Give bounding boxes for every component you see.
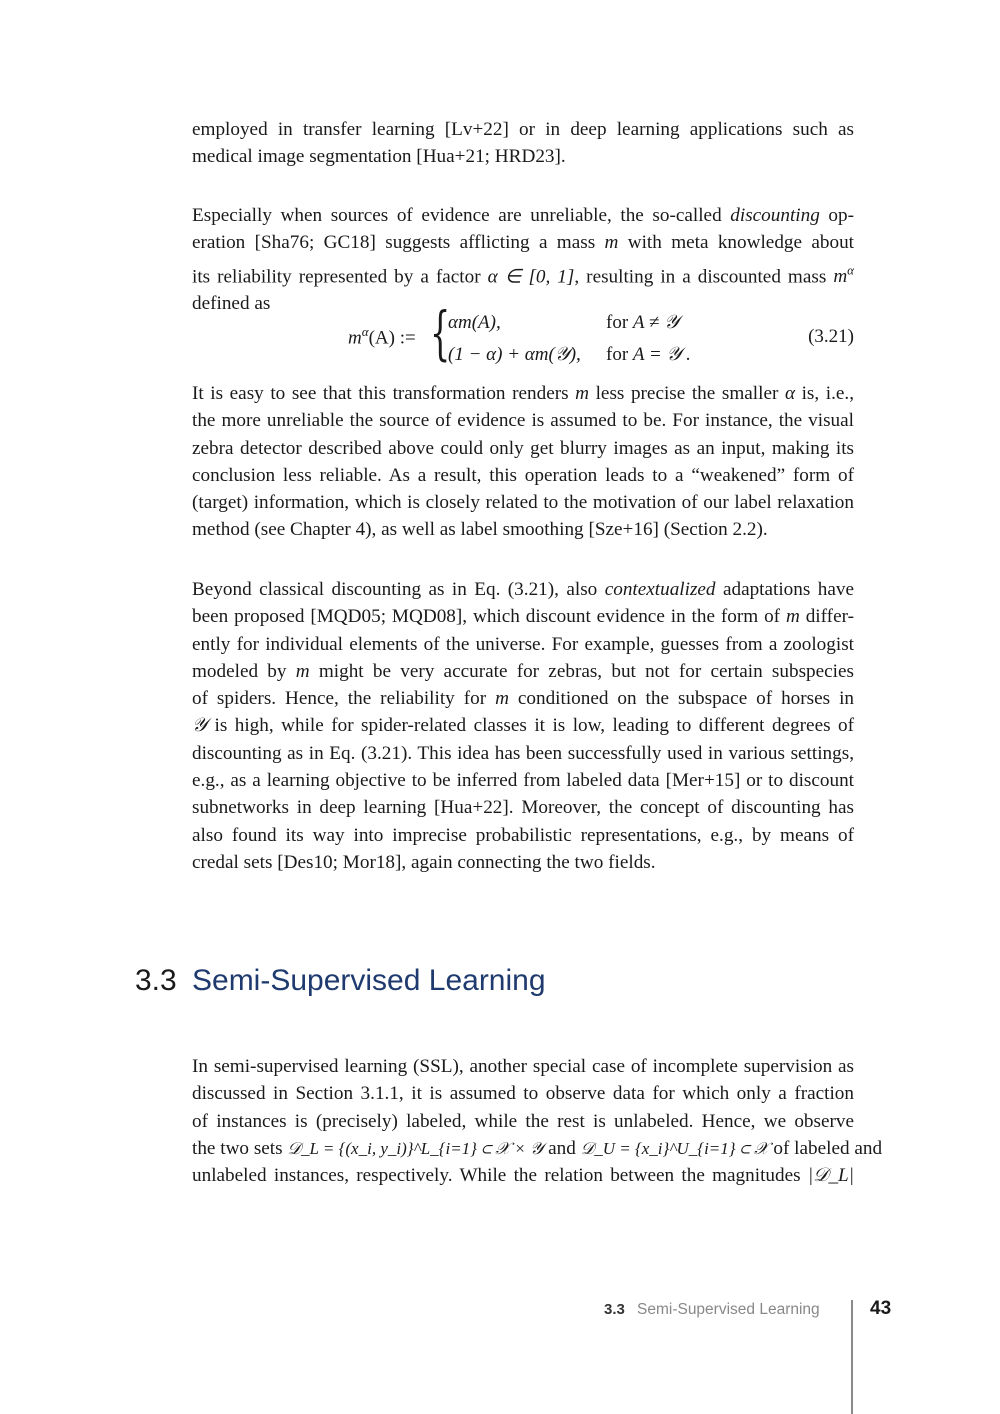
math-alpha-range: α ∈ [0, 1] — [487, 265, 575, 287]
text-line: zebra detector described above could only get blurry images as an input, making its — [192, 437, 854, 459]
text-line: unlabeled instances, respectively. While the relation between the magnitudes |𝒟_L| — [192, 1165, 854, 1187]
text-line: medical image segmentation [Hua+21; HRD23]. — [192, 146, 566, 168]
paragraph-discounting — [192, 202, 854, 318]
equation-case-2: (1 − α) + αm(𝒴), — [448, 344, 581, 365]
text-line: also found its way into imprecise probabilistic representations, e.g., by means of — [192, 824, 854, 846]
footer-section-number: 3.3 — [604, 1301, 625, 1318]
math-m-alpha: $m^\alpha$ — [833, 262, 854, 287]
text-line: its reliability represented by a factor α ∈ [0, 1], resulting in a discounted mass $m^\alpha$ — [192, 262, 854, 287]
section-heading — [135, 962, 546, 1000]
page-footer — [0, 1298, 1000, 1328]
math-m: m — [604, 232, 619, 254]
text-line: defined as — [192, 293, 271, 315]
footer-section-title: Semi-Supervised Learning — [637, 1301, 820, 1318]
paragraph-transfer-learning — [192, 116, 854, 171]
text-line: modeled by m might be very accurate for zebras, but not for certain subspecies — [192, 660, 854, 682]
math-labeled-set: 𝒟_L = {(x_i, y_i)}^L_{i=1} ⊂ 𝒳 × 𝒴 — [287, 1138, 544, 1158]
text-line: e.g., as a learning objective to be inferred from labeled data [Mer+15] or to discount — [192, 770, 854, 792]
equation-number: (3.21) — [808, 326, 854, 347]
text-line: Especially when sources of evidence are unreliable, the so-called discounting op- — [192, 205, 854, 226]
text-line: ently for individual elements of the universe. For example, guesses from a zoologist — [192, 633, 854, 655]
text-line: method (see Chapter 4), as well as label smoothing [Sze+16] (Section 2.2). — [192, 519, 768, 541]
text-line: discussed in Section 3.1.1, it is assumed to observe data for which only a fraction — [192, 1083, 854, 1105]
text-line: It is easy to see that this transformation renders m less precise the smaller α is, i.e., — [192, 383, 855, 404]
text-line: of instances is (precisely) labeled, while the rest is unlabeled. Hence, we observe — [192, 1110, 854, 1132]
text-line: 𝒴 is high, while for spider-related classes it is low, leading to different degrees of — [192, 715, 854, 737]
text-line: Beyond classical discounting as in Eq. (3.21), also contextualized adaptations have — [192, 579, 854, 600]
math-unlabeled-set: 𝒟_U = {x_i}^U_{i=1} ⊂ 𝒳 — [580, 1138, 769, 1158]
text-line: been proposed [MQD05; MQD08], which discount evidence in the form of m differ- — [192, 606, 854, 628]
equation-condition-1: for A ≠ 𝒴 — [606, 312, 679, 333]
emphasis-contextualized: contextualized — [604, 579, 716, 600]
section-title: Semi-Supervised Learning — [192, 964, 546, 997]
text-line: eration [Sha76; GC18] suggests afflicting a mass m with meta knowledge about — [192, 232, 855, 254]
text-line: conclusion less reliable. As a result, this operation leads to a “weakened” form of — [192, 464, 854, 486]
equation-case-1: αm(A), — [448, 312, 501, 333]
text-line: subnetworks in deep learning [Hua+22]. Moreover, the concept of discounting has — [192, 797, 854, 819]
text-line: the more unreliable the source of evidence is assumed to be. For instance, the visual — [192, 410, 854, 432]
equation-condition-2: for A = 𝒴 . — [606, 344, 691, 365]
text-line: of spiders. Hence, the reliability for m conditioned on the subspace of horses in — [192, 688, 854, 710]
section-number: 3.3 — [135, 964, 177, 997]
text-line: credal sets [Des10; Mor18], again connecting the two fields. — [192, 851, 656, 873]
paragraph-transformation — [192, 380, 854, 544]
paragraph-ssl — [192, 1053, 883, 1189]
text-line: employed in transfer learning [Lv+22] or in deep learning applications such as — [192, 119, 854, 140]
text-line: the two sets 𝒟_L = {(x_i, y_i)}^L_{i=1} ⊂ 𝒳 × 𝒴 and 𝒟_U = {x_i}^U_{i=1} ⊂ 𝒳 of labeled and — [192, 1137, 883, 1159]
text-line: discounting as in Eq. (3.21). This idea has been successfully used in various settings, — [192, 742, 854, 764]
equation-brace: { — [430, 299, 451, 367]
text-line: (target) information, which is closely related to the motivation of our label relaxation — [192, 492, 854, 514]
footer-vertical-rule — [851, 1300, 853, 1414]
emphasis-discounting: discounting — [730, 205, 820, 226]
text-line: In semi-supervised learning (SSL), another special case of incomplete supervision as — [192, 1056, 854, 1077]
page-number: 43 — [870, 1298, 892, 1319]
paragraph-contextualized — [192, 576, 854, 876]
equation-lhs: $m^\alpha(A)$ := — [348, 324, 416, 349]
